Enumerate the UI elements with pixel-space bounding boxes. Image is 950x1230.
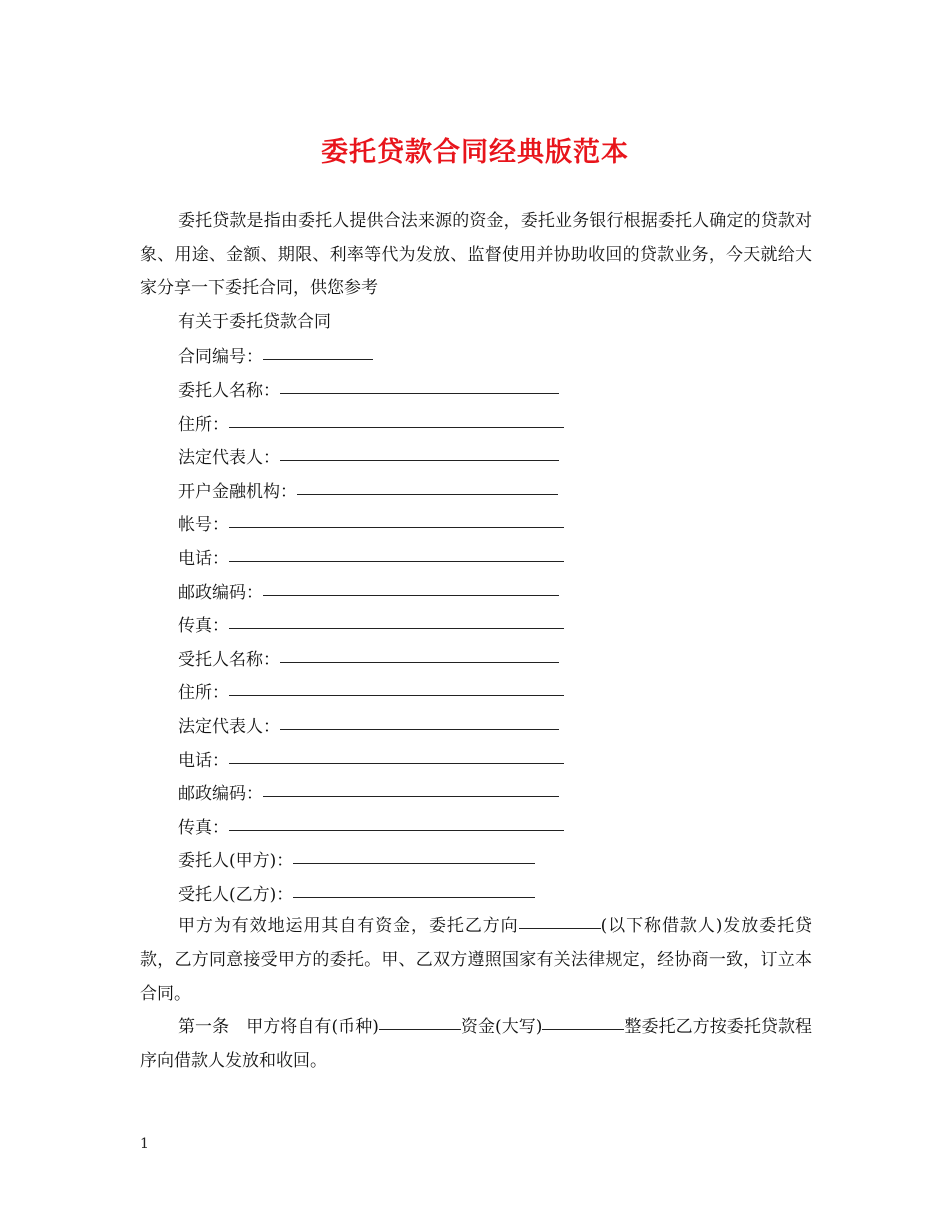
field-trustee-phone: 电话： [140, 743, 812, 777]
fill-line [229, 606, 564, 629]
intro-paragraph: 委托贷款是指由委托人提供合法来源的资金，委托业务银行根据委托人确定的贷款对象、用途、金额、期限、利率等代为发放、监督使用并协助收回的贷款业务，今天就给大家分享一下委托合同，供您参考 [140, 211, 812, 299]
field-principal-phone: 电话： [140, 541, 812, 575]
paragraph-agreement: 甲方为有效地运用其自有资金，委托乙方向 (以下称借款人)发放委托贷款，乙方同意接受甲方的委托。甲、乙双方遵照国家有关法律规定，经协商一致，订立本合同。 [140, 910, 812, 1011]
fill-line [293, 875, 535, 898]
field-trustee-fax: 传真： [140, 810, 812, 844]
field-principal-postcode: 邮政编码： [140, 575, 812, 609]
field-principal-address: 住所： [140, 407, 812, 441]
fill-blank [519, 908, 601, 929]
field-bank: 开户金融机构： [140, 474, 812, 508]
document-title: 委托贷款合同经典版范本 [321, 137, 629, 168]
fill-line [280, 707, 559, 730]
paragraph-article-1: 第一条 甲方将自有(币种) 资金(大写) 整委托乙方按委托贷款程序向借款人发放和收回。 [140, 1011, 812, 1078]
fill-line [263, 774, 559, 797]
field-account: 帐号： [140, 507, 812, 541]
fill-line [293, 841, 535, 864]
field-party-b: 受托人(乙方)： [140, 877, 812, 911]
field-party-a: 委托人(甲方)： [140, 843, 812, 877]
fill-line [263, 573, 559, 596]
field-trustee-address: 住所： [140, 675, 812, 709]
fill-line [280, 438, 559, 461]
fill-line [297, 472, 558, 495]
fill-line [280, 640, 559, 663]
fill-line [229, 673, 564, 696]
page-number: 1 [140, 1136, 149, 1152]
fill-line [263, 337, 373, 360]
field-contract-number: 合同编号： [140, 339, 812, 373]
fill-line [229, 539, 564, 562]
fill-line [280, 371, 559, 394]
section-heading: 有关于委托贷款合同 [178, 311, 331, 332]
field-trustee-postcode: 邮政编码： [140, 776, 812, 810]
fill-blank [379, 1009, 461, 1030]
field-principal-legal-rep: 法定代表人： [140, 440, 812, 474]
fill-line [229, 808, 564, 831]
fill-line [229, 741, 564, 764]
field-trustee-legal-rep: 法定代表人： [140, 709, 812, 743]
fill-line [229, 405, 564, 428]
document-body [140, 205, 812, 1078]
field-principal-fax: 传真： [140, 608, 812, 642]
fill-line [229, 505, 564, 528]
fill-blank [542, 1009, 624, 1030]
field-trustee-name: 受托人名称： [140, 642, 812, 676]
field-principal-name: 委托人名称： [140, 373, 812, 407]
